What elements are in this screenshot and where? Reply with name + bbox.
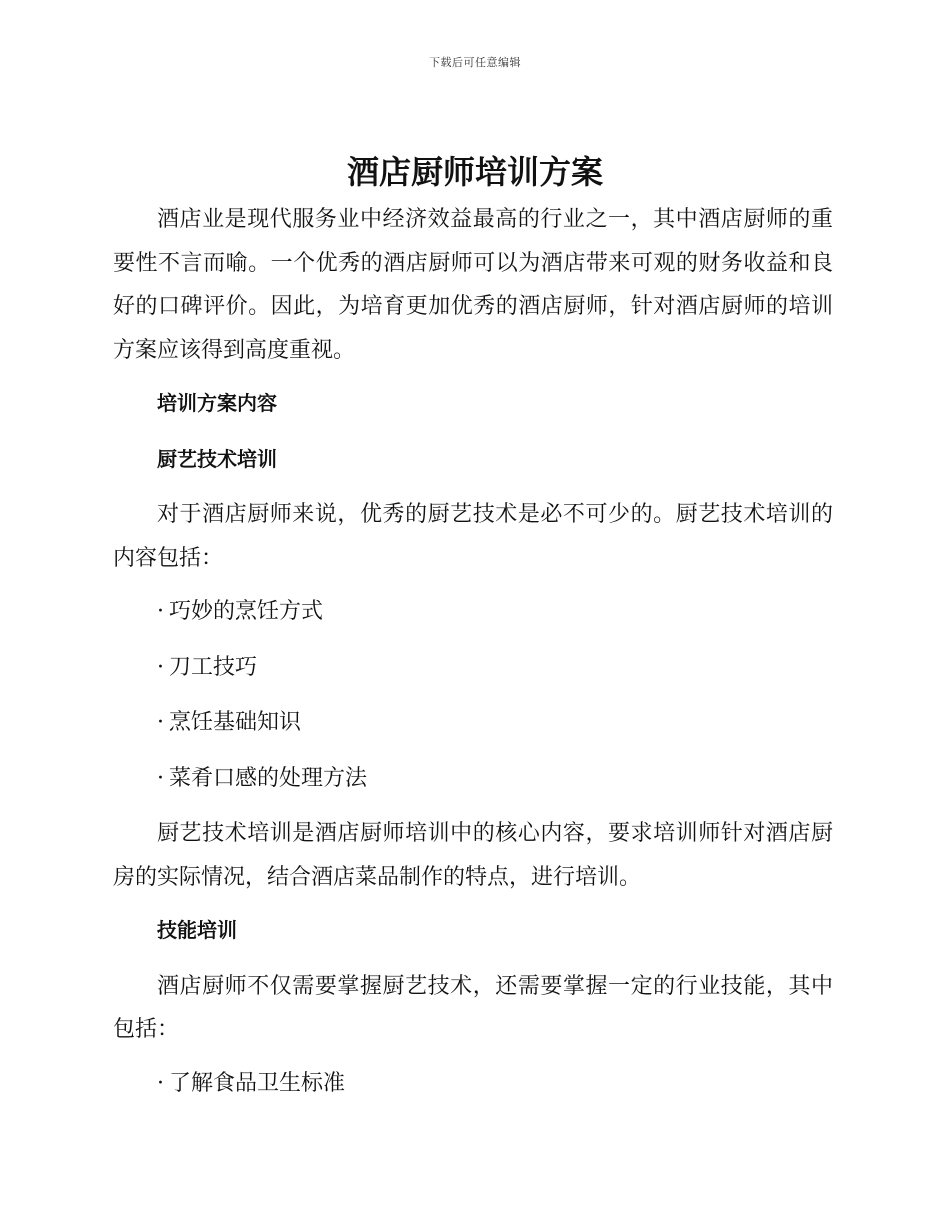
culinary-intro-paragraph: 对于酒店厨师来说，优秀的厨艺技术是必不可少的。厨艺技术培训的内容包括： [113, 502, 833, 571]
culinary-items-list [113, 590, 833, 800]
culinary-summary-paragraph: 厨艺技术培训是酒店厨师培训中的核心内容，要求培训师针对酒店厨房的实际情况，结合酒店菜品制作的特点，进行培训。 [113, 821, 833, 890]
page-header-note: 下载后可任意编辑 [429, 56, 521, 69]
document-body [113, 198, 833, 1117]
subsection-heading-skills: 技能培训 [157, 918, 237, 942]
list-item-text: 了解食品卫生标准 [169, 1070, 346, 1096]
list-item [113, 757, 833, 801]
skills-intro-paragraph: 酒店厨师不仅需要掌握厨艺技术，还需要掌握一定的行业技能，其中包括： [113, 973, 833, 1042]
list-item [113, 1062, 833, 1106]
list-item-text: 巧妙的烹饪方式 [169, 599, 324, 624]
intro-paragraph: 酒店业是现代服务业中经济效益最高的行业之一，其中酒店厨师的重要性不言而喻。一个优秀的酒店厨师可以为酒店带来可观的财务收益和良好的口碑评价。因此，为培育更加优秀的酒店厨师，针对酒店厨师的培训方案应该得到高度重视。 [113, 207, 833, 363]
bullet-dot-icon: · [157, 599, 164, 624]
document-title: 酒店厨师培训方案 [346, 153, 603, 191]
list-item [113, 701, 833, 745]
list-item-text: 刀工技巧 [169, 654, 258, 680]
list-item-text: 菜肴口感的处理方法 [169, 765, 368, 791]
list-item [113, 590, 833, 634]
section-heading-training-content: 培训方案内容 [157, 391, 277, 415]
subsection-heading-culinary: 厨艺技术培训 [157, 446, 277, 471]
bullet-dot-icon: · [157, 654, 164, 680]
skills-items-list [113, 1062, 833, 1106]
bullet-dot-icon: · [157, 710, 164, 735]
list-item [113, 646, 833, 690]
bullet-dot-icon: · [157, 765, 164, 791]
bullet-dot-icon: · [157, 1070, 164, 1096]
list-item-text: 烹饪基础知识 [169, 710, 302, 735]
